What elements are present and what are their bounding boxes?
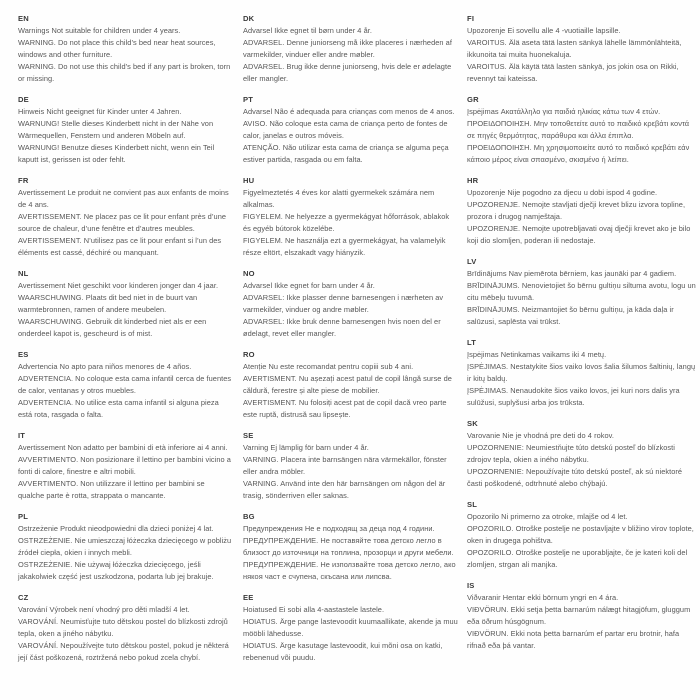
warning-paragraph: ĮSPĖJIMAS. Nenaudokite šios vaiko lovos, jei kuri nors dalis yra sulūžusi, suplyšusi arba jos trūksta. (467, 386, 680, 407)
warning-paragraph: Atenție Nu este recomandat pentru copiii sub 4 ani. (243, 362, 414, 371)
language-section (467, 256, 696, 328)
warning-paragraph: Advarsel Ikke egnet til børn under 4 år. (243, 26, 372, 35)
warning-paragraph: Varning Ej lämplig för barn under 4 år. (243, 443, 369, 452)
language-section (243, 268, 458, 340)
warning-paragraph: VIÐVÖRUN. Ekki nota þetta barnarúm ef partar eru brotnir, hafa rifnað eða þá vantar. (467, 629, 680, 650)
language-section (467, 499, 696, 571)
warning-paragraph: BRĪDINĀJUMS. Nenovietojiet šo bērnu gultiņu siltuma avotu, logu un citu mēbeļu tuvumā. (467, 281, 696, 302)
warning-paragraph: ADVERTENCIA. No coloque esta cama infantil cerca de fuentes de calor, ventanas y otros muebles. (18, 374, 232, 395)
warning-paragraph: WARNING. Do not use this child’s bed if any part is broken, torn or missing. (18, 62, 231, 83)
language-code-heading: SK (467, 419, 478, 428)
language-section (243, 175, 458, 259)
warning-paragraph: Advertencia No apto para niños menores de 4 años. (18, 362, 192, 371)
language-code-heading: IS (467, 581, 475, 590)
warnings-column-right (467, 13, 696, 661)
warning-paragraph: VIÐVÖRUN. Ekki setja þetta barnarúm nálægt hitagjöfum, gluggum eða öðrum húsgögnum. (467, 605, 691, 626)
warning-paragraph: Avertissement Niet geschikt voor kinderen jonger dan 4 jaar. (18, 281, 219, 290)
language-code-heading: FR (18, 176, 29, 185)
warning-paragraph: AVERTISMENT. Nu așezați acest patul de copil lângă surse de căldură, ferestre și alte piese de mobilier. (243, 374, 452, 395)
language-section (243, 349, 458, 421)
warning-paragraph: UPOZORNENIE: Nepoužívajte túto detskú posteľ, ak sú niektoré časti poškodené, odtrhnuté alebo chýbajú. (467, 467, 683, 488)
warning-paragraph: AVVERTIMENTO. Non utilizzare il lettino per bambini se qualche parte è rotta, strappata o mancante. (18, 479, 205, 500)
language-code-heading: NL (18, 269, 29, 278)
warning-paragraph: Varovanie Nie je vhodná pre deti do 4 rokov. (467, 431, 614, 440)
warning-paragraph: WAARSCHUWING. Gebruik dit kinderbed niet als er een onderdeel kapot is, gescheurd is of mist. (18, 317, 207, 338)
warning-paragraph: AVERTISSEMENT. Ne placez pas ce lit pour enfant près d’une source de chaleur, d’une fenêtre et d’autres meubles. (18, 212, 227, 233)
language-code-heading: LT (467, 338, 477, 347)
language-code-heading: EE (243, 593, 254, 602)
language-code-heading: BG (243, 512, 255, 521)
warning-paragraph: ΠΡΟΕΙΔΟΠΟΙΗΣΗ. Μην τοποθετείτε αυτό το παιδικό κρεβάτι κοντά σε πηγές θερμότητας, παράθυρα και άλλα έπιπλα. (467, 119, 690, 140)
warning-paragraph: AVVERTIMENTO. Non posizionare il lettino per bambini vicino a fonti di calore, finestre e altri mobili. (18, 455, 231, 476)
warning-paragraph: Advarsel Não é adequada para crianças com menos de 4 anos. (243, 107, 455, 116)
warning-paragraph: ΠΡΟΕΙΔΟΠΟΙΗΣΗ. Μη χρησιμοποιείτε αυτό το παιδικό κρεβάτι εάν κάποιο μέρος είναι σπασμένο, σκισμένο ή λείπει. (467, 143, 690, 164)
warning-paragraph: VARNING. Använd inte den här barnsängen om någon del är trasig, sönderriven eller saknas. (243, 479, 446, 500)
warning-paragraph: OPOZORILO. Otroške postelje ne postavljajte v bližino virov toplote, oken in drugega pohištva. (467, 524, 694, 545)
warning-paragraph: VAROITUS. Älä käytä tätä lasten sänkyä, jos jokin osa on Rikki, revennyt tai kateissa. (467, 62, 679, 83)
warning-paragraph: ADVARSEL. Denne juniorseng må ikke placeres i nærheden af varmekilder, vinduer eller andre møbler. (243, 38, 452, 59)
warning-paragraph: BRĪDINĀJUMS. Neizmantojiet šo bērnu gultiņu, ja kāda daļa ir salūzusi, saplēsta vai trūkst. (467, 305, 674, 326)
language-section (18, 175, 233, 259)
warning-paragraph: Opozorilo Ni primerno za otroke, mlajše od 4 let. (467, 512, 628, 521)
warning-paragraph: WARNUNG! Stelle dieses Kinderbett nicht in der Nähe von Wärmequellen, Fenstern und anderen Möbeln auf. (18, 119, 214, 140)
warnings-column-middle (243, 13, 458, 673)
language-code-heading: ES (18, 350, 29, 359)
language-section (18, 13, 233, 85)
warning-paragraph: WAARSCHUWING. Plaats dit bed niet in de buurt van warmtebronnen, ramen of andere meubelen. (18, 293, 198, 314)
warning-paragraph: ADVARSEL: Ikke plasser denne barnesengen i nærheten av varmekilder, vinduer og andre møbler. (243, 293, 444, 314)
language-code-heading: EN (18, 14, 29, 23)
warning-paragraph: Hinweis Nicht geeignet für Kinder unter 4 Jahren. (18, 107, 182, 116)
warning-paragraph: Warnings Not suitable for children under 4 years. (18, 26, 181, 35)
language-section (467, 175, 696, 247)
language-section (243, 592, 458, 664)
language-code-heading: RO (243, 350, 255, 359)
warning-paragraph: WARNING. Do not place this child’s bed near heat sources, windows and other furniture. (18, 38, 216, 59)
language-code-heading: NO (243, 269, 255, 278)
warning-paragraph: WARNUNG! Benutze dieses Kinderbett nicht, wenn ein Teil kaputt ist, gerissen ist oder fehlt. (18, 143, 215, 164)
language-code-heading: DE (18, 95, 29, 104)
warning-paragraph: VARNING. Placera inte barnsängen nära värmekällor, fönster eller andra möbler. (243, 455, 447, 476)
language-section (243, 94, 458, 166)
language-code-heading: LV (467, 257, 477, 266)
warning-paragraph: AVISO. Não coloque esta cama de criança perto de fontes de calor, janelas e outros móveis. (243, 119, 448, 140)
warning-paragraph: VAROVÁNÍ. Neumisťujte tuto dětskou postel do blízkosti zdrojů tepla, oken a jiného nábytku. (18, 617, 228, 638)
language-section (243, 430, 458, 502)
warning-paragraph: OSTRZEŻENIE. Nie używaj łóżeczka dziecięcego, jeśli jakakolwiek część jest uszkodzona, podarta lub jej brakuje. (18, 560, 214, 581)
warning-paragraph: VAROVÁNÍ. Nepoužívejte tuto dětskou postel, pokud je některá její část poškozená, roztržená nebo pokud zcela chybí. (18, 641, 229, 662)
language-code-heading: HU (243, 176, 255, 185)
warning-paragraph: ADVARSEL: Ikke bruk denne barnesengen hvis noen del er ødelagt, revet eller mangler. (243, 317, 441, 338)
language-section (243, 511, 458, 583)
warning-paragraph: Avertissement Non adatto per bambini di età inferiore ai 4 anni. (18, 443, 228, 452)
warning-paragraph: UPOZORENJE. Nemojte stavljati dječji krevet blizu izvora topline, prozora i drugog namještaja. (467, 200, 686, 221)
warning-paragraph: Įspėjimas Ακατάλληλο για παιδιά ηλικίας κάτω των 4 ετών. (467, 107, 661, 116)
warning-paragraph: Viðvaranir Hentar ekki börnum yngri en 4 ára. (467, 593, 619, 602)
language-section (18, 349, 233, 421)
warning-paragraph: ПРЕДУПРЕЖДЕНИЕ. Не поставяйте това детско легло в близост до източници на топлина, прозорци и други мебели. (243, 536, 454, 557)
warning-paragraph: Предупреждения Не е подходящ за деца под 4 години. (243, 524, 435, 533)
language-section (467, 13, 696, 85)
language-code-heading: SL (467, 500, 478, 509)
warning-paragraph: HOIATUS. Ärge kasutage lastevoodit, kui mõni osa on katki, rebenenud või puudu. (243, 641, 443, 662)
warning-paragraph: Upozorenje Nije pogodno za djecu u dobi ispod 4 godine. (467, 188, 658, 197)
warning-paragraph: FIGYELEM. Ne helyezze a gyermekágyat hőforrások, ablakok és egyéb bútorok közelébe. (243, 212, 450, 233)
language-section (18, 430, 233, 502)
language-code-heading: HR (467, 176, 479, 185)
language-code-heading: DK (243, 14, 255, 23)
warning-paragraph: OSTRZEŻENIE. Nie umieszczaj łóżeczka dziecięcego w pobliżu źródeł ciepła, okien i innych mebli. (18, 536, 232, 557)
warning-paragraph: FIGYELEM. Ne használja ezt a gyermekágyat, ha valamelyik része eltört, elszakadt vagy hiányzik. (243, 236, 446, 257)
warning-paragraph: Brīdinājums Nav piemērota bērniem, kas jaunāki par 4 gadiem. (467, 269, 677, 278)
language-section (467, 94, 696, 166)
language-section (18, 511, 233, 583)
warnings-column-left (18, 13, 233, 673)
language-code-heading: PL (18, 512, 29, 521)
warning-paragraph: ADVERTENCIA. No utilice esta cama infantil si alguna pieza está rota, rasgada o falta. (18, 398, 219, 419)
language-code-heading: FI (467, 14, 475, 23)
warning-paragraph: VAROITUS. Älä aseta tätä lasten sänkyä lähelle lämmönlähteitä, ikkunoita tai muita huonekaluja. (467, 38, 682, 59)
language-section (18, 94, 233, 166)
language-section (467, 418, 696, 490)
warning-paragraph: AVERTISMENT. Nu folosiți acest pat de copil dacă vreo parte este ruptă, distrusă sau lipsește. (243, 398, 447, 419)
language-section (467, 580, 696, 652)
warning-paragraph: Ostrzeżenie Produkt nieodpowiedni dla dzieci poniżej 4 lat. (18, 524, 214, 533)
language-section (18, 268, 233, 340)
warning-paragraph: Avertissement Le produit ne convient pas aux enfants de moins de 4 ans. (18, 188, 229, 209)
warning-paragraph: Upozorenje Ei sovellu alle 4 -vuotiaille lapsille. (467, 26, 621, 35)
warning-paragraph: OPOZORILO. Otroške postelje ne uporabljajte, če je kateri koli del zlomljen, strgan ali manjka. (467, 548, 688, 569)
warning-paragraph: HOIATUS. Ärge pange lastevoodit kuumaallikate, akende ja muu mööbli lähedusse. (243, 617, 458, 638)
warning-paragraph: ADVARSEL. Brug ikke denne juniorseng, hvis dele er ødelagte eller mangler. (243, 62, 452, 83)
warning-paragraph: ATENÇÃO. Não utilizar esta cama de criança se alguma peça estiver partida, rasgada ou em falta. (243, 143, 449, 164)
warning-paragraph: Advarsel Ikke egnet for barn under 4 år. (243, 281, 375, 290)
warning-paragraph: Hoiatused Ei sobi alla 4-aastastele lastele. (243, 605, 385, 614)
language-section (467, 337, 696, 409)
warning-paragraph: Įspėjimas Netinkamas vaikams iki 4 metų. (467, 350, 607, 359)
warning-paragraph: AVERTISSEMENT. N’utilisez pas ce lit pour enfant si l’un des éléments est cassé, déchiré ou manquant. (18, 236, 222, 257)
warning-paragraph: UPOZORNENIE: Neumiestňujte túto detskú posteľ do blízkosti zdrojov tepla, okien a iného nábytku. (467, 443, 675, 464)
language-code-heading: CZ (18, 593, 29, 602)
language-code-heading: IT (18, 431, 26, 440)
language-section (243, 13, 458, 85)
warning-paragraph: ĮSPĖJIMAS. Nestatykite šios vaiko lovos šalia šilumos šaltinių, langų ir kitų baldų. (467, 362, 696, 383)
language-code-heading: SE (243, 431, 254, 440)
language-code-heading: GR (467, 95, 479, 104)
warning-paragraph: ПРЕДУПРЕЖДЕНИЕ. Не използвайте това детско легло, ако някоя част е счупена, скъсана или липсва. (243, 560, 456, 581)
warning-paragraph: Figyelmeztetés 4 éves kor alatti gyermekek számára nem alkalmas. (243, 188, 435, 209)
language-code-heading: PT (243, 95, 254, 104)
warning-paragraph: UPOZORENJE. Nemojte upotrebljavati ovaj dječji krevet ako je bilo koji dio slomljen, poderan ili nedostaje. (467, 224, 691, 245)
warning-paragraph: Varování Výrobek není vhodný pro děti mladší 4 let. (18, 605, 190, 614)
language-section (18, 592, 233, 664)
